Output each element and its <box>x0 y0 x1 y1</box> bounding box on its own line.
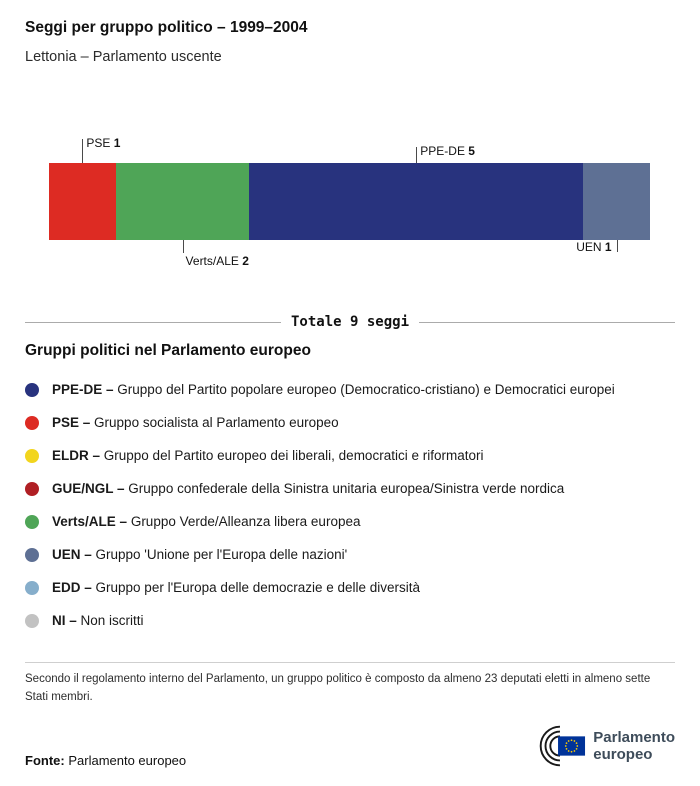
bar-segment-Verts/ALE <box>116 163 250 240</box>
label-tick <box>82 139 83 163</box>
total-divider-left <box>25 322 281 323</box>
legend-item-eldr <box>25 439 675 472</box>
source-line <box>25 753 186 768</box>
stacked-bar <box>49 163 650 240</box>
legend-abbr: Verts/ALE – <box>52 514 128 529</box>
legend-color-dot <box>25 614 39 628</box>
seat-bar-chart <box>49 136 650 268</box>
legend-color-dot <box>25 482 39 496</box>
legend-desc: Gruppo confederale della Sinistra unitaria europea/Sinistra verde nordica <box>128 481 565 496</box>
legend-color-dot <box>25 449 39 463</box>
bar-label-value: 1 <box>604 240 612 254</box>
legend-desc: Gruppo 'Unione per l'Europa delle nazioni' <box>95 547 348 562</box>
bar-label-value: 1 <box>113 136 121 150</box>
eu-flag <box>558 736 585 755</box>
legend-item-uen <box>25 538 675 571</box>
legend-heading: Gruppi politici nel Parlamento europeo <box>25 342 311 359</box>
bar-label-name: PSE <box>86 136 111 150</box>
legend-color-dot <box>25 416 39 430</box>
total-label: Totale 9 seggi <box>291 314 410 330</box>
legend-abbr: NI – <box>52 613 77 628</box>
label-tick <box>416 147 417 163</box>
legend-color-dot <box>25 581 39 595</box>
legend-desc: Gruppo del Partito europeo dei liberali, democratici e riformatori <box>103 448 484 463</box>
legend-abbr: PSE – <box>52 415 91 430</box>
page-subtitle: Lettonia – Parlamento uscente <box>25 49 222 65</box>
footnote: Secondo il regolamento interno del Parlamento, un gruppo politico è composto da almeno 23 deputati eletti in almeno sette Stati membri. <box>25 673 651 703</box>
total-row <box>25 314 675 330</box>
bar-label-value: 5 <box>468 144 475 158</box>
source-label: Fonte: <box>25 753 65 768</box>
legend-item-pse <box>25 406 675 439</box>
legend-item-edd <box>25 571 675 604</box>
bar-label-name: Verts/ALE <box>185 254 239 268</box>
legend-list <box>25 373 675 637</box>
legend-desc: Gruppo del Partito popolare europeo (Democratico-cristiano) e Democratici europei <box>117 382 615 397</box>
source-value: Parlamento europeo <box>68 753 187 768</box>
bar-label-value: 2 <box>242 254 249 268</box>
footnote-divider <box>25 662 675 663</box>
ep-logo-line2: europeo <box>593 746 653 763</box>
ep-logo-line1: Parlamento <box>593 728 675 746</box>
ep-logo <box>532 723 675 769</box>
legend-desc: Gruppo per l'Europa delle democrazie e delle diversità <box>95 580 421 595</box>
total-divider-right <box>419 322 675 323</box>
legend-abbr: PPE-DE – <box>52 382 114 397</box>
label-tick <box>183 240 184 253</box>
bar-segment-PSE <box>49 163 116 240</box>
legend-desc: Non iscritti <box>80 613 144 628</box>
legend-abbr: UEN – <box>52 547 92 562</box>
ep-logo-text <box>593 729 675 764</box>
label-tick <box>617 240 618 252</box>
legend-color-dot <box>25 383 39 397</box>
legend-desc: Gruppo socialista al Parlamento europeo <box>94 415 339 430</box>
bar-segment-PPE-DE <box>249 163 583 240</box>
bar-label-name: PPE-DE <box>420 144 465 158</box>
legend-item-ppe-de <box>25 373 675 406</box>
legend-color-dot <box>25 548 39 562</box>
legend-abbr: GUE/NGL – <box>52 481 125 496</box>
legend-abbr: EDD – <box>52 580 92 595</box>
legend-item-gue-ngl <box>25 472 675 505</box>
bar-label-name: UEN <box>576 240 602 254</box>
legend-item-ni <box>25 604 675 637</box>
legend-item-verts-ale <box>25 505 675 538</box>
legend-color-dot <box>25 515 39 529</box>
page-title: Seggi per gruppo politico – 1999–2004 <box>25 19 308 36</box>
bar-segment-UEN <box>583 163 650 240</box>
legend-abbr: ELDR – <box>52 448 101 463</box>
ep-hemicycle-icon <box>532 723 586 769</box>
legend-desc: Gruppo Verde/Alleanza libera europea <box>130 514 361 529</box>
